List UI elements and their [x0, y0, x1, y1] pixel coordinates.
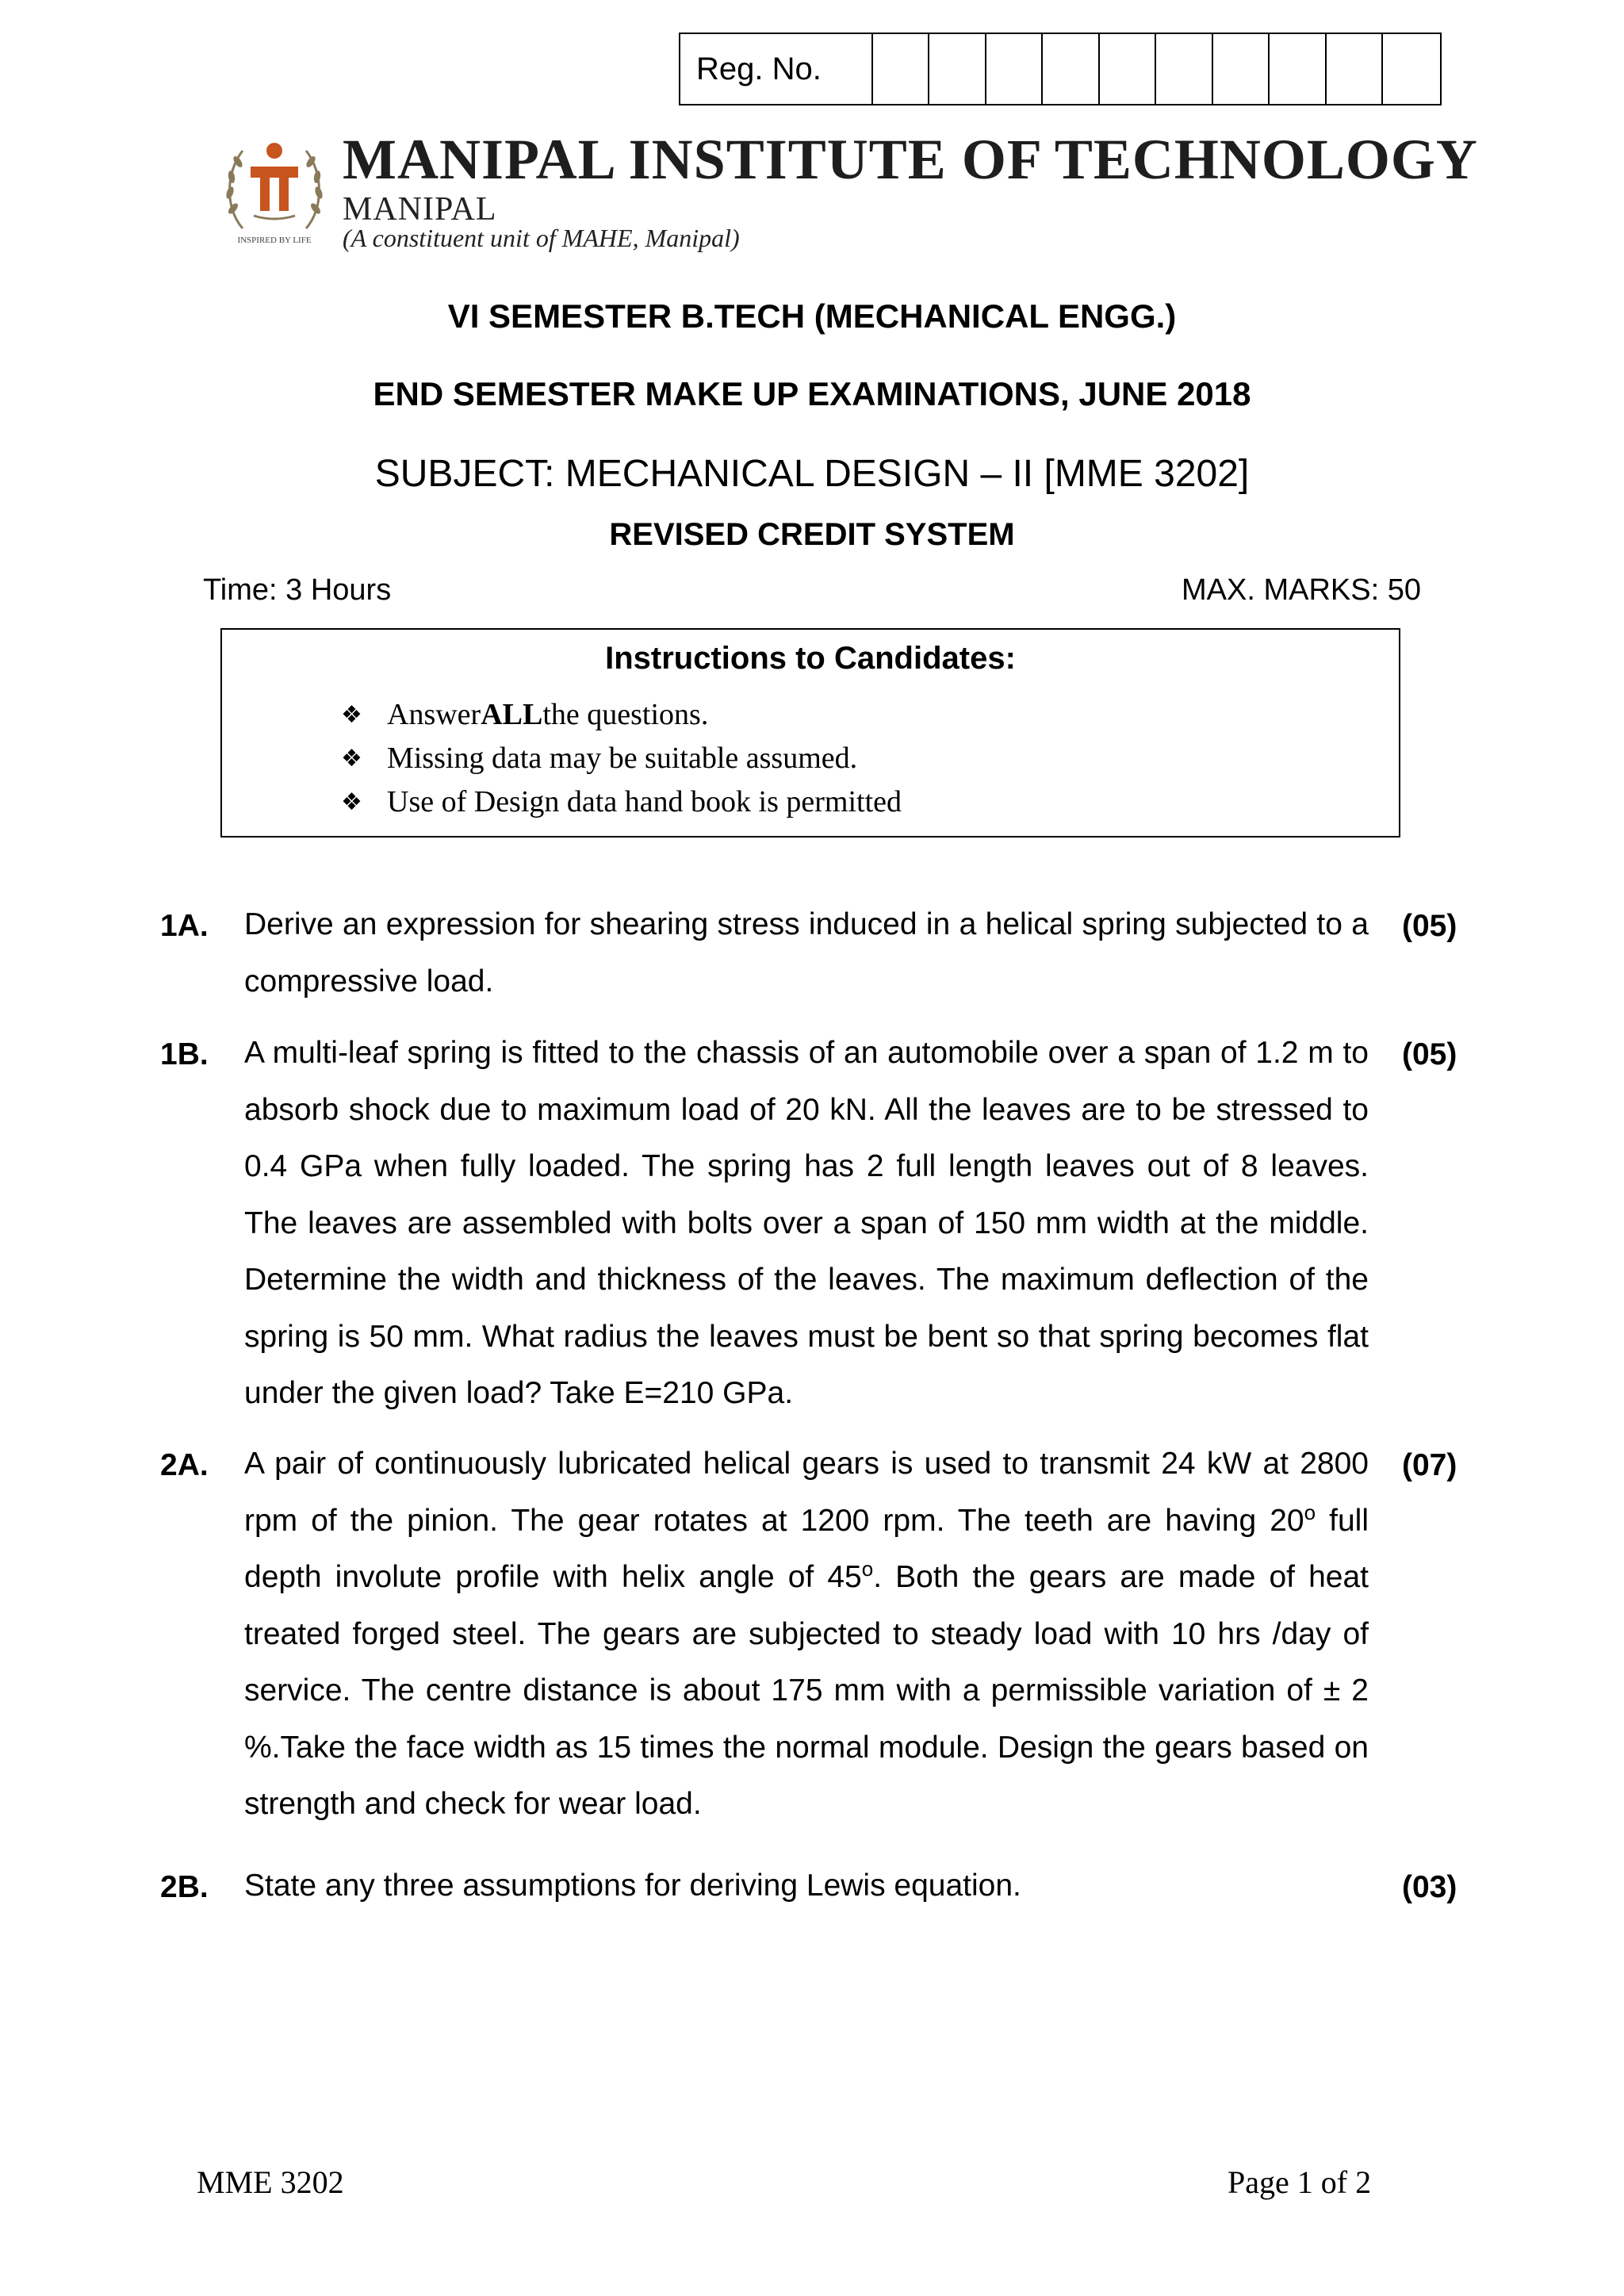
instruction-item: ❖ Use of Design data hand book is permitted	[341, 780, 902, 824]
semester-line: VI SEMESTER B.TECH (MECHANICAL ENGG.)	[447, 297, 1177, 335]
instructions-title: Instructions to Candidates:	[605, 641, 1016, 676]
reg-no-box[interactable]	[679, 33, 1442, 105]
reg-no-cell[interactable]	[1213, 34, 1270, 104]
question-marks: (05)	[1402, 1037, 1457, 1071]
reg-no-cell[interactable]	[1043, 34, 1100, 104]
institute-subtitle: (A constituent unit of MAHE, Manipal)	[343, 224, 740, 252]
institute-name: MANIPAL INSTITUTE OF TECHNOLOGY	[343, 128, 1478, 191]
instructions-box	[220, 628, 1400, 838]
reg-no-cell[interactable]	[929, 34, 986, 104]
question-text: A multi-leaf spring is fitted to the chassis of an automobile over a span of 1.2 m to absorb shock due to maximum load of 20 kN. All the leaves are to be stressed to 0.4 GPa when fully loaded. The spring has 2 full length leaves out of 8 leaves. The leaves are assembled with bolts over a span of 150 mm width at the middle. Determine the width and thickness of the leaves. The maximum deflection of the spring is 50 mm. What radius the leaves must be bent so that spring becomes flat under the given load? Take E=210 GPa.	[244, 1036, 1369, 1410]
diamond-bullet-icon: ❖	[341, 701, 362, 729]
question-marks: (05)	[1402, 909, 1457, 943]
footer-page-number: Page 1 of 2	[1228, 2164, 1372, 2200]
question-number: 2B.	[160, 1870, 209, 1904]
question-marks: (07)	[1402, 1448, 1457, 1482]
question-marks: (03)	[1402, 1870, 1457, 1904]
reg-no-cell[interactable]	[873, 34, 930, 104]
reg-no-label: Reg. No.	[680, 34, 873, 104]
diamond-bullet-icon: ❖	[341, 788, 362, 816]
question-text: A pair of continuously lubricated helical gears is used to transmit 24 kW at 2800 rpm of the pinion. The gear rotates at 1200 rpm. The teeth are having 20$^o$ full depth involute profile with helix angle of 45$^o$. Both the gears are made of heat treated forged steel. The gears are subjected to steady load with 10 hrs /day of service. The centre distance is about 175 mm with a permissible variation of ± 2 %.Take the face width as 15 times the normal module. Design the gears based on strength and check for wear load.	[244, 1447, 1369, 1821]
reg-no-cell[interactable]	[1270, 34, 1327, 104]
institute-logo-icon	[219, 133, 330, 252]
question-text: Derive an expression for shearing stress induced in a helical spring subjected to a compressive load.	[244, 907, 1369, 999]
max-marks: MAX. MARKS: 50	[1182, 573, 1421, 607]
reg-no-cell[interactable]	[1156, 34, 1213, 104]
reg-no-cell[interactable]	[1100, 34, 1157, 104]
instruction-item: ❖ Answer ALL the questions.	[341, 693, 902, 737]
reg-no-cell[interactable]	[1383, 34, 1440, 104]
question-text: State any three assumptions for deriving Lewis equation.	[244, 1869, 1021, 1903]
footer-course-code: MME 3202	[197, 2164, 344, 2200]
diamond-bullet-icon: ❖	[341, 745, 362, 772]
instructions-list	[341, 693, 902, 824]
reg-no-cell[interactable]	[1327, 34, 1384, 104]
exam-time: Time: 3 Hours	[203, 573, 392, 607]
subject-line: SUBJECT: MECHANICAL DESIGN – II [MME 3202]	[374, 453, 1250, 495]
logo-motto: INSPIRED BY LIFE	[237, 236, 312, 245]
exam-title: END SEMESTER MAKE UP EXAMINATIONS, JUNE 2018	[373, 375, 1251, 412]
instruction-item: ❖ Missing data may be suitable assumed.	[341, 737, 902, 780]
credit-system: REVISED CREDIT SYSTEM	[609, 517, 1015, 552]
question-number: 1A.	[160, 909, 209, 943]
question-number: 2A.	[160, 1448, 209, 1482]
reg-no-cell[interactable]	[986, 34, 1044, 104]
institute-city: MANIPAL	[343, 191, 497, 228]
question-number: 1B.	[160, 1037, 209, 1071]
